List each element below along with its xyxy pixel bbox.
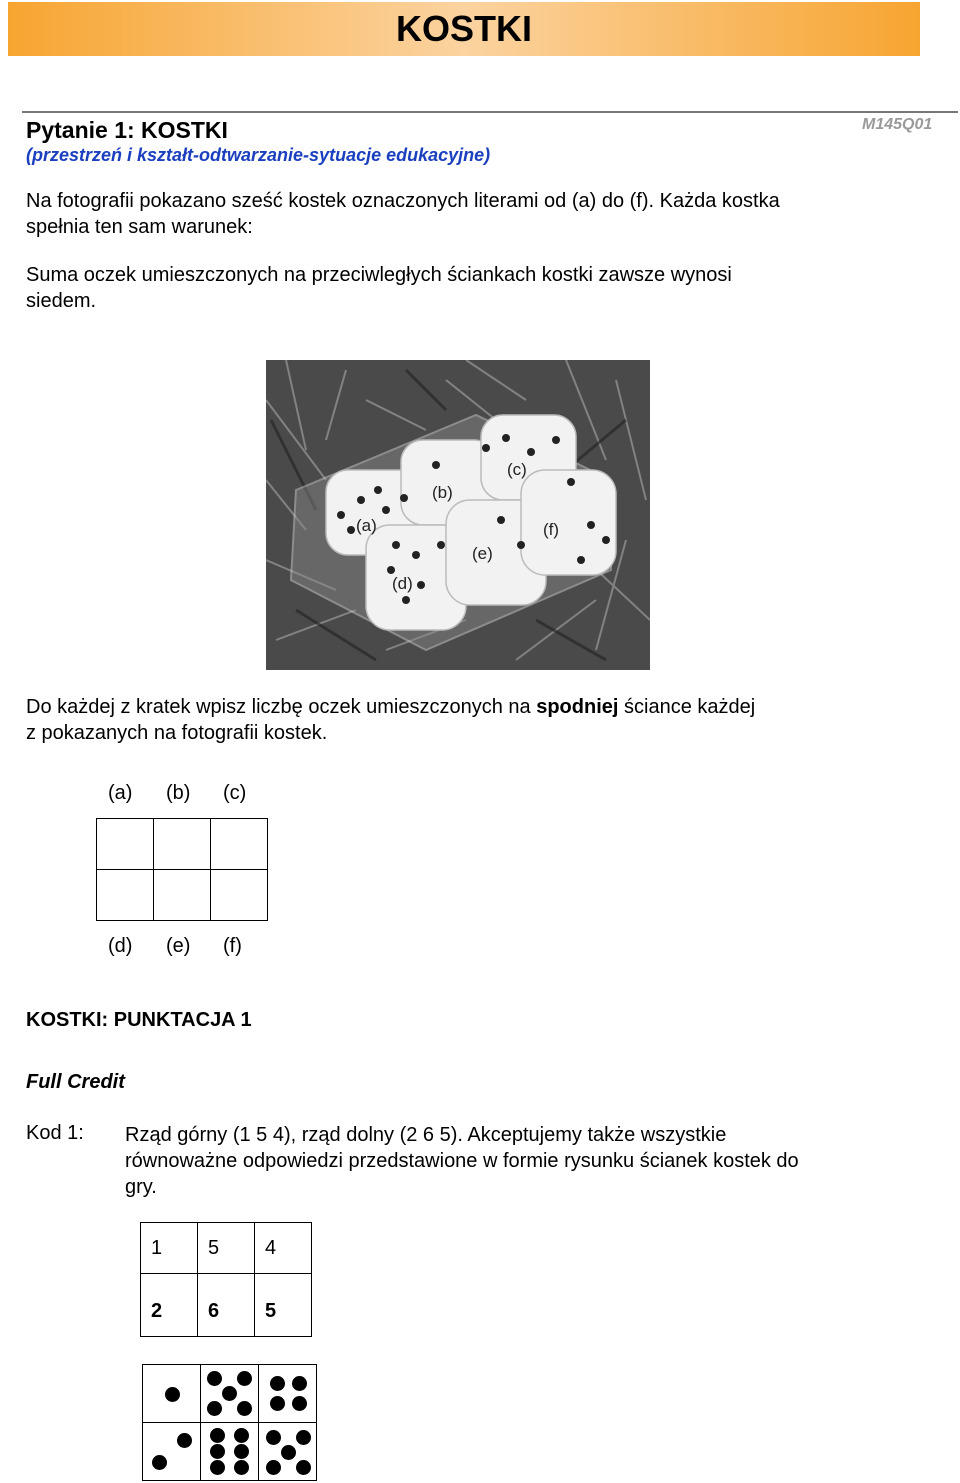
pip <box>152 1455 167 1470</box>
answer-box-f[interactable] <box>211 870 268 921</box>
instruction-line-1: Do każdej z kratek wpisz liczbę oczek umieszczonych na spodniej ściance każdej <box>26 696 756 718</box>
photo-label-f: (f) <box>543 520 560 539</box>
photo-label-a: (a) <box>356 516 377 535</box>
rule-paragraph <box>26 262 906 314</box>
pip <box>165 1387 180 1402</box>
pip <box>237 1371 252 1386</box>
page-title: KOSTKI <box>395 8 532 49</box>
dice-face-a <box>143 1365 201 1423</box>
question-title: Pytanie 1: KOSTKI <box>26 117 228 143</box>
rule-line-1: Suma oczek umieszczonych na przeciwległych ściankach kostki zawsze wynosi <box>26 264 732 286</box>
pip <box>234 1428 249 1443</box>
kod-label: Kod 1: <box>26 1122 84 1144</box>
grid-label-c: (c) <box>223 782 247 804</box>
intro-line-2: spełnia ten sam warunek: <box>26 216 253 238</box>
pip <box>234 1460 249 1475</box>
kod-description <box>125 1122 905 1200</box>
dice-face-d <box>143 1423 201 1481</box>
header-divider <box>22 111 958 113</box>
dice-face-e <box>201 1423 259 1481</box>
answer-box-b[interactable] <box>154 819 211 870</box>
answer-key-e: 6 <box>208 1300 220 1322</box>
pip <box>222 1386 237 1401</box>
pip <box>266 1430 281 1445</box>
pip <box>177 1433 192 1448</box>
question-code: M145Q01 <box>862 116 933 133</box>
pip <box>210 1428 225 1443</box>
pip <box>296 1460 311 1475</box>
answer-key-a: 1 <box>151 1237 163 1259</box>
grid-label-f: (f) <box>223 935 242 957</box>
grid-label-d: (d) <box>108 935 133 957</box>
answer-key-f: 5 <box>265 1300 277 1322</box>
instruction-line-2: z pokazanych na fotografii kostek. <box>26 722 328 744</box>
kod-line-3: gry. <box>125 1176 157 1198</box>
question-category: (przestrzeń i kształt-odtwarzanie-sytuacje edukacyjne) <box>26 145 491 165</box>
photo-label-c: (c) <box>507 460 527 479</box>
dice-face-f <box>259 1423 317 1481</box>
pip <box>292 1396 307 1411</box>
intro-line-1: Na fotografii pokazano sześć kostek oznaczonych literami od (a) do (f). Każda kostka <box>26 190 780 212</box>
answer-box-c[interactable] <box>211 819 268 870</box>
rule-line-2: siedem. <box>26 290 97 312</box>
instruction-emphasis: spodniej <box>536 696 619 718</box>
grid-label-a: (a) <box>108 782 133 804</box>
photo-label-d: (d) <box>392 574 413 593</box>
answer-key-table <box>140 1222 312 1337</box>
pip <box>234 1444 249 1459</box>
answer-grid <box>96 818 268 921</box>
grid-label-e: (e) <box>166 935 191 957</box>
pip <box>270 1376 285 1391</box>
photo-label-b: (b) <box>432 483 453 502</box>
pip <box>207 1371 222 1386</box>
full-credit-label: Full Credit <box>26 1071 125 1093</box>
dice-face-b <box>201 1365 259 1423</box>
answer-box-e[interactable] <box>154 870 211 921</box>
pip <box>210 1460 225 1475</box>
dice-face-c <box>259 1365 317 1423</box>
dice-face-table <box>142 1364 317 1481</box>
kod-line-2: równoważne odpowiedzi przedstawione w formie rysunku ścianek kostek do <box>125 1150 799 1172</box>
pip <box>266 1460 281 1475</box>
pip <box>292 1376 307 1391</box>
pip <box>210 1444 225 1459</box>
answer-box-a[interactable] <box>97 819 154 870</box>
kod-line-1: Rząd górny (1 5 4), rząd dolny (2 6 5). Akceptujemy także wszystkie <box>125 1124 727 1146</box>
pip <box>281 1445 296 1460</box>
pip <box>237 1401 252 1416</box>
answer-key-b: 5 <box>208 1237 220 1259</box>
pip <box>270 1396 285 1411</box>
dice-photo <box>266 360 650 670</box>
photo-label-e: (e) <box>472 544 493 563</box>
pip <box>207 1401 222 1416</box>
intro-paragraph <box>26 188 906 240</box>
answer-key-d: 2 <box>151 1300 163 1322</box>
instruction-paragraph <box>26 694 906 746</box>
grid-label-b: (b) <box>166 782 191 804</box>
answer-key-c: 4 <box>265 1237 277 1259</box>
pip <box>296 1430 311 1445</box>
scoring-heading: KOSTKI: PUNKTACJA 1 <box>26 1009 252 1031</box>
answer-box-d[interactable] <box>97 870 154 921</box>
